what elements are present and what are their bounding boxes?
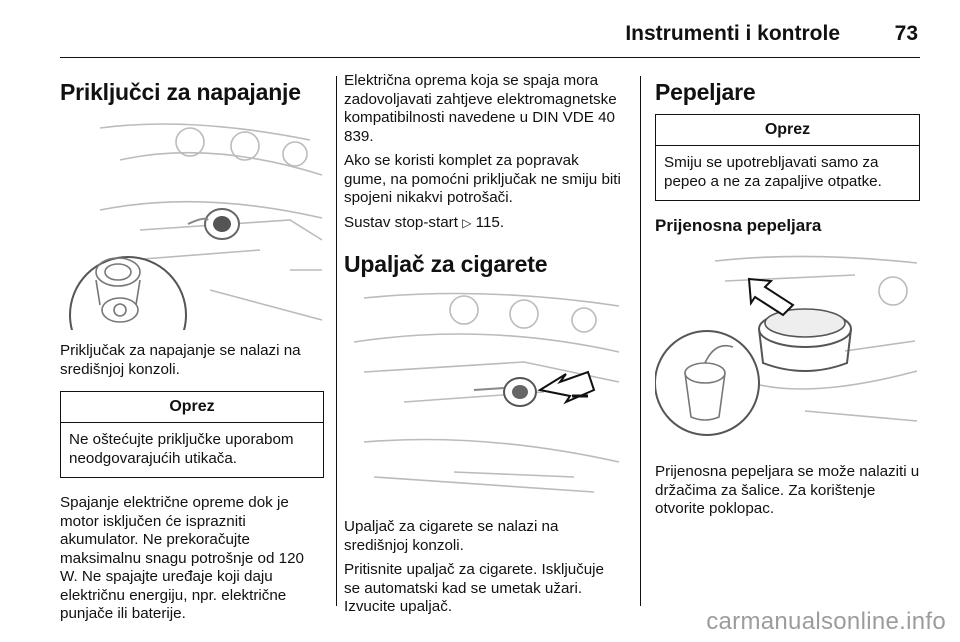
header-title: Instrumenti i kontrole — [625, 22, 840, 45]
warning-title: Oprez — [656, 115, 919, 146]
page-number: 73 — [894, 22, 918, 45]
caption-power-outlet: Priključak za napajanje se nalazi na središnjoj konzoli. — [60, 342, 301, 378]
body-lighter-usage: Pritisnite upaljač za cigarete. Isključuje se automatski kad se umetak užari. Izvucite upaljač. — [344, 561, 604, 615]
subheading-portable-ashtray: Prijenosna pepeljara — [655, 216, 822, 235]
portable-ashtray-illustration — [655, 251, 920, 447]
column-3 — [655, 72, 920, 519]
column-divider-1 — [336, 76, 337, 606]
power-outlet-illustration — [60, 120, 324, 330]
warning-text: Ne oštećujte priključke uporabom neodgovarajućih utikača. — [69, 431, 294, 467]
warning-box-1 — [60, 391, 324, 478]
caption-portable-ashtray: Prijenosna pepeljara se može nalaziti u držačima za šalice. Za korištenje otvorite poklopac. — [655, 463, 920, 517]
cigarette-lighter-illustration — [344, 292, 624, 506]
column-divider-2 — [640, 76, 641, 606]
warning-text: Smiju se upotrebljavati samo za pepeo a ne za zapaljive otpatke. — [664, 154, 882, 190]
body-emc-requirements: Električna oprema koja se spaja mora zadovoljavati zahtjeve elektromagnetske kompatibilnosti navedene u DIN VDE 40 839. — [344, 72, 617, 145]
column-2 — [344, 72, 624, 617]
body-tire-repair-kit: Ako se koristi komplet za popravak gume, na pomoćni priključak ne smiju biti spojeni nikakvi potrošači. — [344, 152, 621, 206]
warning-box-2 — [655, 114, 920, 201]
warning-title: Oprez — [61, 392, 323, 423]
heading-ashtrays: Pepeljare — [655, 79, 756, 105]
body-power-consumption: Spajanje električne opreme dok je motor isključen će isprazniti akumulator. Ne prekoračujte maksimalnu snagu potrošnje od 120 W. Ne spajajte uređaje koji daju električnu energiju, npr. električne punjače ili baterije. — [60, 494, 304, 622]
stop-start-reference — [344, 214, 624, 233]
watermark: carmanualsonline.info — [706, 608, 946, 635]
reference-text: Sustav stop-start — [344, 213, 458, 231]
caption-cigarette-lighter: Upaljač za cigarete se nalazi na središnjoj konzoli. — [344, 518, 559, 554]
page-ref-arrow-icon: ▷ — [462, 215, 472, 230]
column-1 — [60, 72, 324, 624]
heading-power-outlets: Priključci za napajanje — [60, 79, 301, 105]
page-header — [60, 18, 920, 58]
heading-cigarette-lighter: Upaljač za cigarete — [344, 251, 548, 277]
reference-page[interactable]: 115. — [475, 213, 505, 231]
